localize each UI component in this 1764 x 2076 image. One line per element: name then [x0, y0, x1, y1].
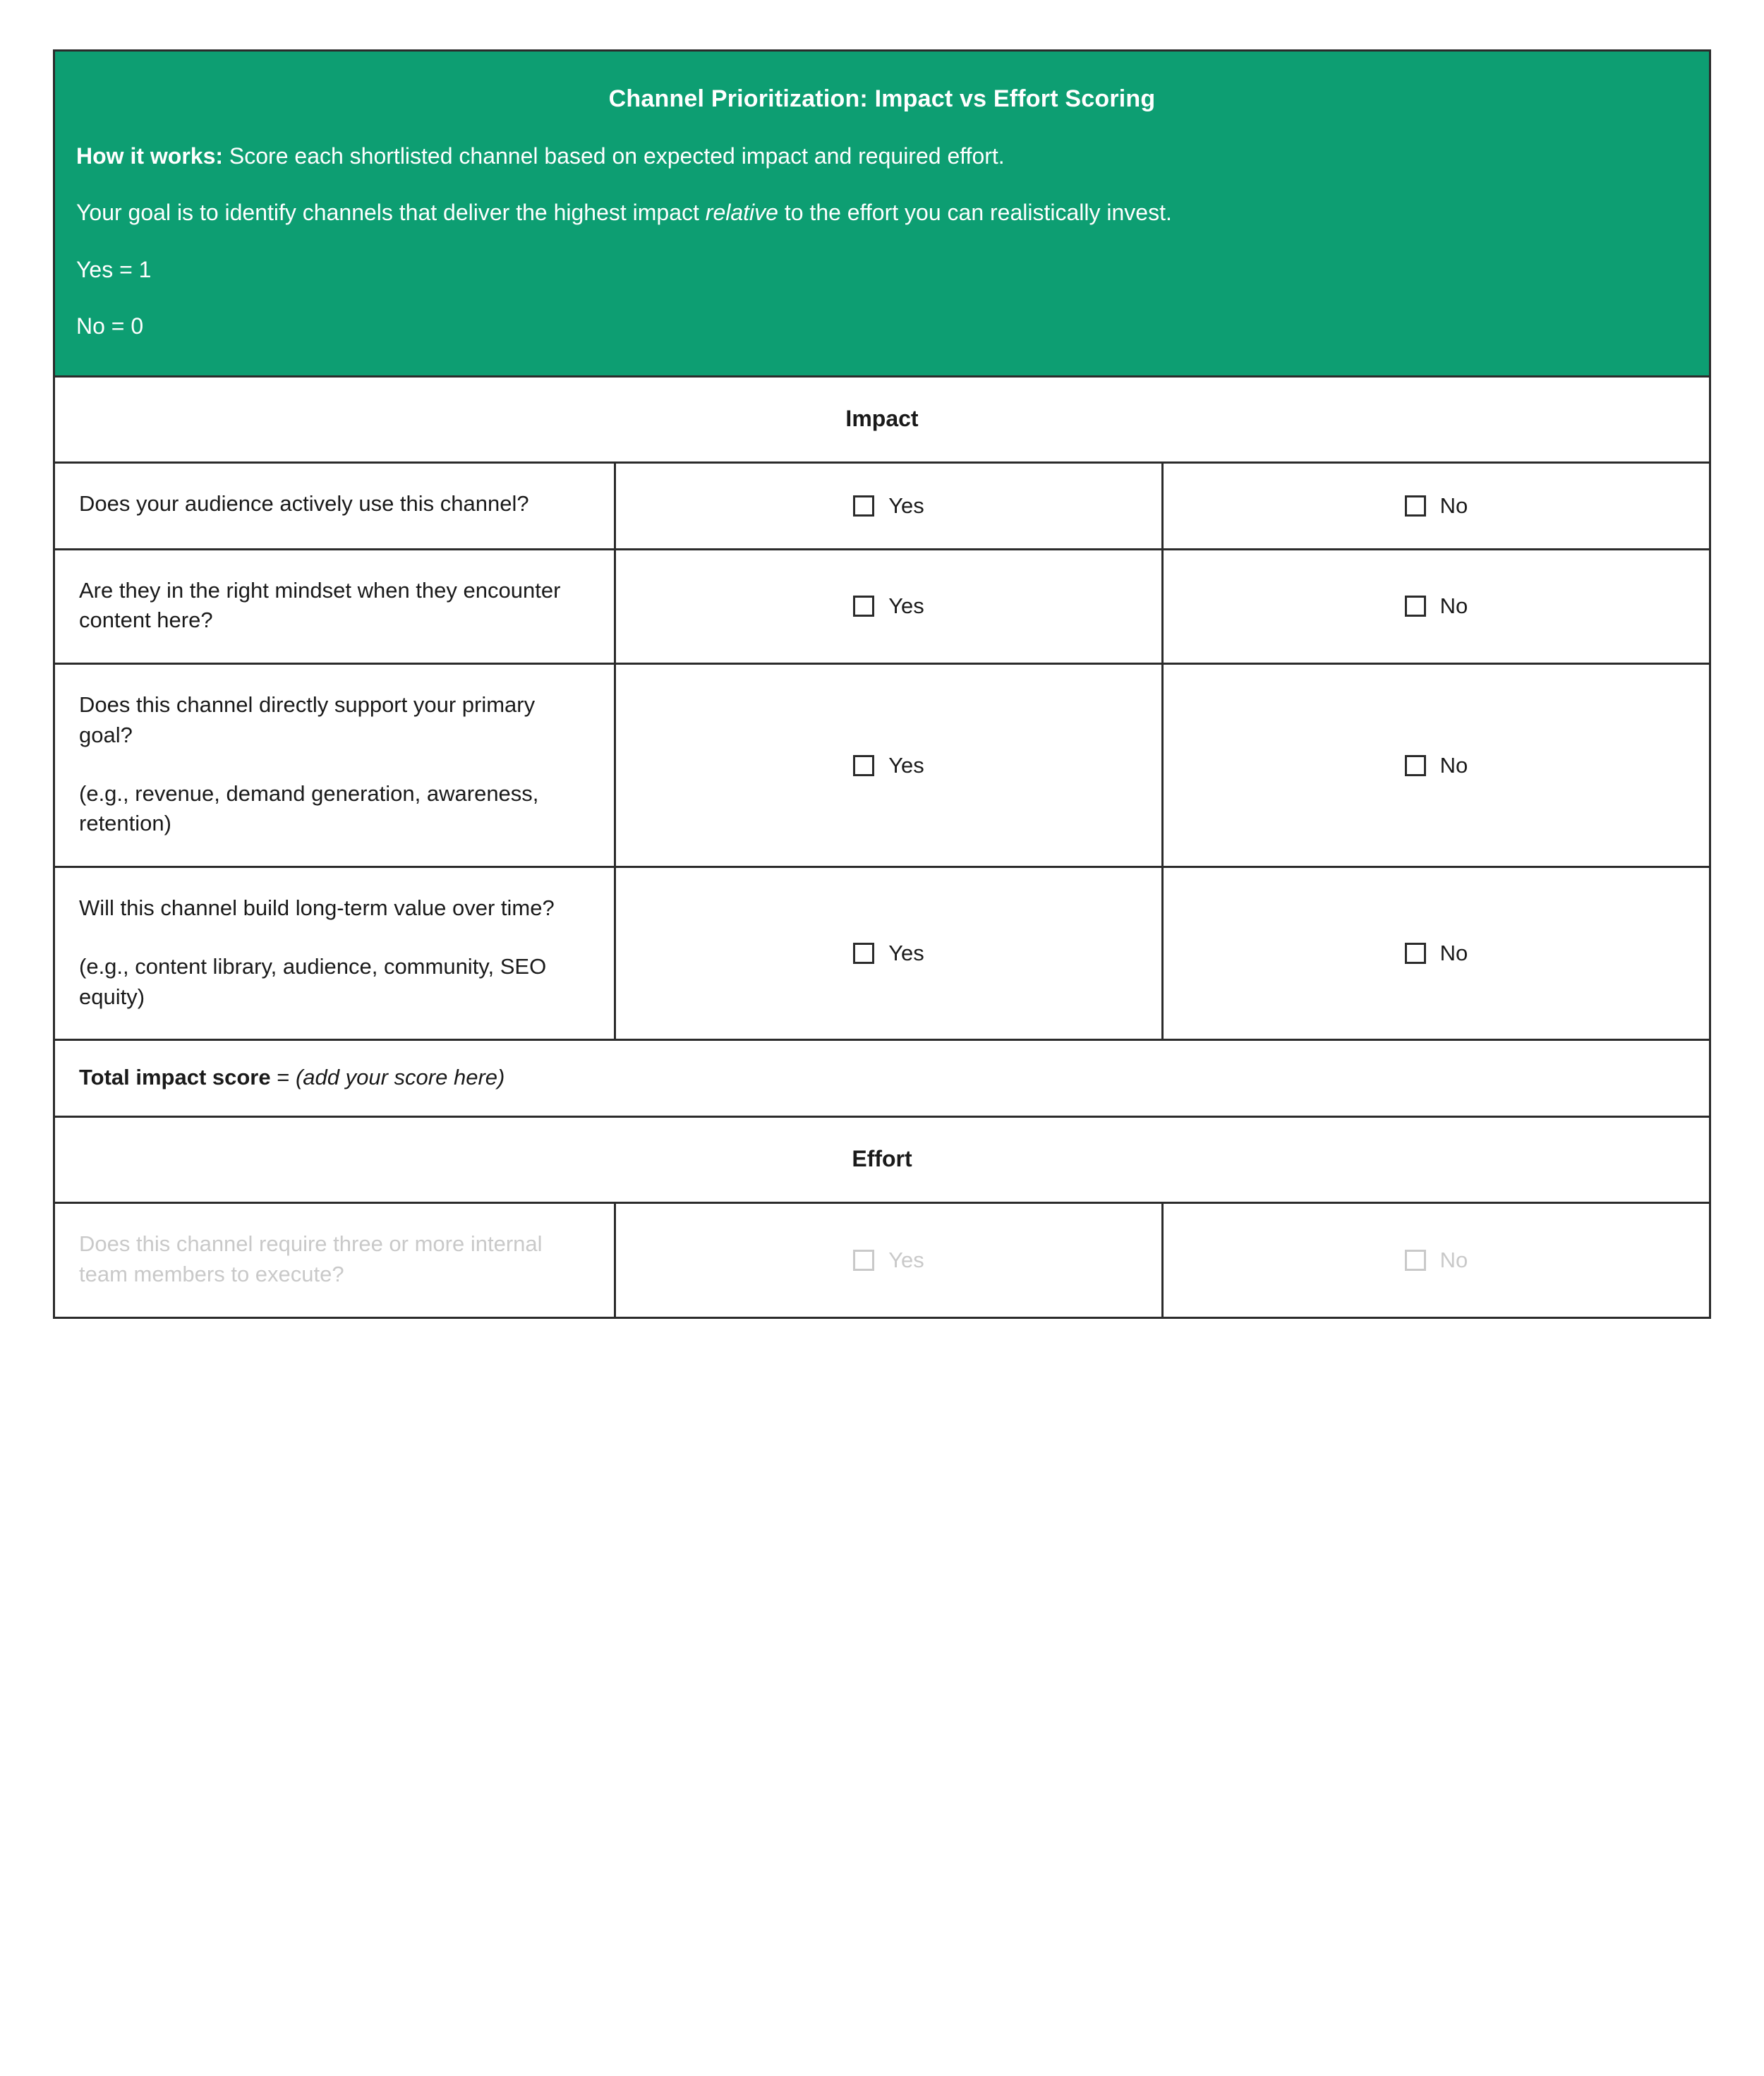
total-impact-label: Total impact score [79, 1065, 271, 1090]
question-note: (e.g., revenue, demand generation, awareness, retention) [79, 780, 539, 836]
table-row [55, 548, 1709, 663]
option-cell-yes[interactable] [616, 665, 1164, 866]
option-label-no: No [1439, 1248, 1468, 1273]
question-note: (e.g., content library, audience, community, SEO equity) [79, 953, 547, 1009]
option-label-yes: Yes [888, 593, 924, 619]
table-row [55, 663, 1709, 866]
option-label-no: No [1439, 593, 1468, 619]
checkbox-yes[interactable] [853, 943, 874, 964]
option-cell-no[interactable] [1164, 868, 1709, 1039]
checkbox-yes[interactable] [853, 1250, 874, 1271]
checkbox-no[interactable] [1405, 596, 1426, 617]
question-cell [55, 665, 616, 866]
total-impact-score-row[interactable] [55, 1039, 1709, 1116]
option-cell-no[interactable] [1164, 464, 1709, 548]
checkbox-no[interactable] [1405, 943, 1426, 964]
checkbox-no[interactable] [1405, 755, 1426, 776]
question-text: Will this channel build long-term value over time? [79, 895, 555, 921]
option-cell-yes[interactable] [616, 868, 1164, 1039]
scoring-sheet [53, 49, 1711, 1319]
goal-text-post: to the effort you can realistically invest. [778, 200, 1172, 226]
checkbox-yes[interactable] [853, 596, 874, 617]
total-impact-equals: = [270, 1065, 296, 1090]
option-cell-no[interactable] [1164, 665, 1709, 866]
checkbox-no[interactable] [1405, 1250, 1426, 1271]
total-impact-input-placeholder[interactable]: (add your score here) [295, 1065, 505, 1090]
question-cell [55, 550, 616, 663]
goal-text-emphasis: relative [705, 200, 778, 226]
checkbox-no[interactable] [1405, 495, 1426, 517]
how-it-works-text [76, 140, 1688, 172]
scale-no: No = 0 [76, 313, 144, 339]
section-header-effort: Effort [55, 1116, 1709, 1202]
option-label-yes: Yes [888, 1248, 924, 1273]
option-label-yes: Yes [888, 941, 924, 966]
question-cell [55, 464, 616, 548]
question-cell [55, 1204, 616, 1317]
option-cell-yes[interactable] [616, 1204, 1164, 1317]
question-text: Does this channel require three or more internal team members to execute? [79, 1231, 543, 1287]
option-label-no: No [1439, 941, 1468, 966]
option-label-yes: Yes [888, 493, 924, 518]
question-cell [55, 868, 616, 1039]
question-text: Are they in the right mindset when they encounter content here? [79, 577, 561, 633]
table-row [55, 1202, 1709, 1317]
goal-text [76, 196, 1688, 229]
table-row [55, 461, 1709, 548]
checkbox-yes[interactable] [853, 755, 874, 776]
sheet-header [55, 52, 1709, 375]
scale-yes: Yes = 1 [76, 256, 152, 282]
how-it-works-label: How it works: [76, 143, 224, 169]
section-header-impact: Impact [55, 375, 1709, 461]
checkbox-yes[interactable] [853, 495, 874, 517]
option-label-yes: Yes [888, 752, 924, 778]
option-label-no: No [1439, 493, 1468, 518]
how-it-works-body: Score each shortlisted channel based on expected impact and required effort. [223, 143, 1005, 169]
page-title: Channel Prioritization: Impact vs Effort Scoring [608, 85, 1156, 112]
option-cell-yes[interactable] [616, 464, 1164, 548]
option-cell-no[interactable] [1164, 550, 1709, 663]
question-text: Does your audience actively use this channel? [79, 490, 529, 516]
question-text: Does this channel directly support your primary goal? [79, 692, 536, 747]
option-label-no: No [1439, 752, 1468, 778]
goal-text-pre: Your goal is to identify channels that deliver the highest impact [76, 200, 706, 226]
option-cell-no[interactable] [1164, 1204, 1709, 1317]
option-cell-yes[interactable] [616, 550, 1164, 663]
table-row [55, 866, 1709, 1039]
